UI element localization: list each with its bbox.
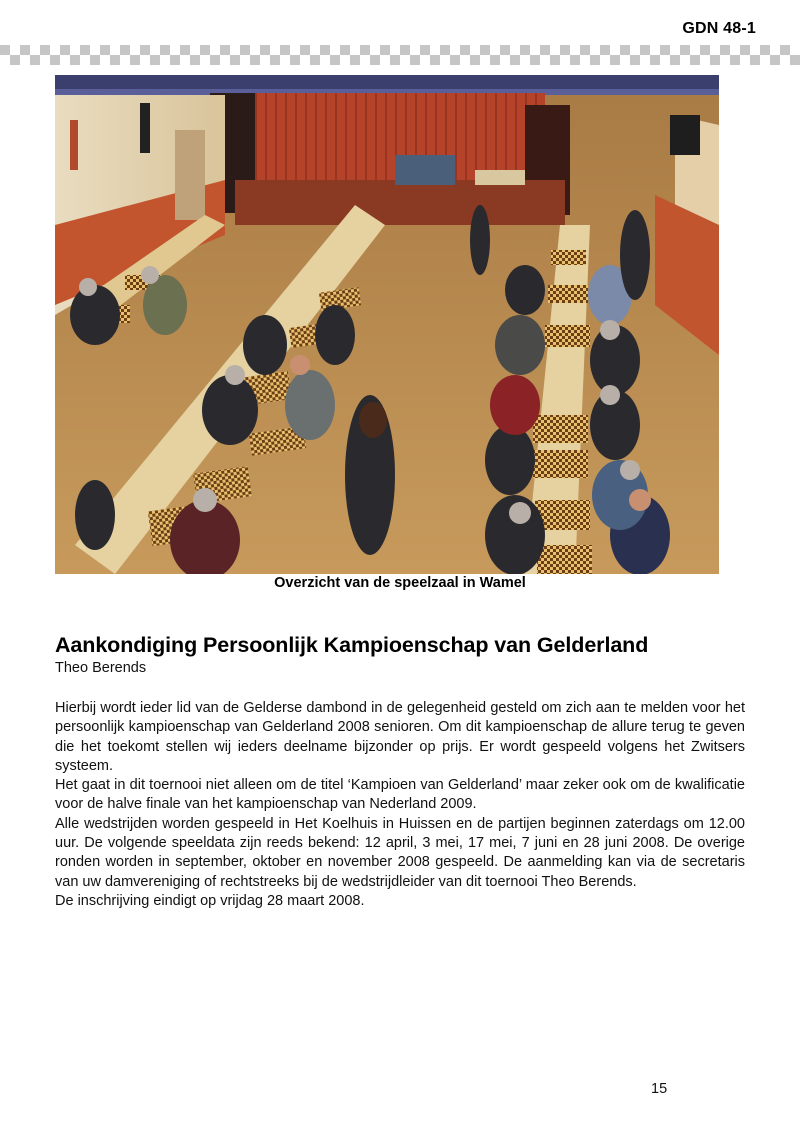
paragraph: De inschrijving eindigt op vrijdag 28 maart 2008.: [55, 892, 365, 909]
checkered-border-decoration: [0, 45, 800, 65]
article-body: [55, 699, 745, 911]
issue-label: GDN 48-1: [682, 20, 756, 37]
page-number: 15: [651, 1081, 668, 1097]
paragraph: Alle wedstrijden worden gespeeld in Het Koelhuis in Huissen en de partijen beginnen zaterdags om 12.00 uur. De volgende speeldata zijn reeds bekend: 12 april, 3 mei, 17 mei, 7 juni en 28 juni 2008. De overige ronden worden in september, oktober en november 2008 gespeeld. De aanmelding kan via de secretaris van uw damvereniging of rechtstreeks bij de wedstrijdleider van dit toernooi Theo Berends.: [55, 815, 745, 890]
photo-caption: Overzicht van de speelzaal in Wamel: [274, 575, 526, 591]
tournament-hall-photo: [55, 75, 719, 574]
article-title: Aankondiging Persoonlijk Kampioenschap van Gelderland: [55, 633, 649, 657]
paragraph: Het gaat in dit toernooi niet alleen om de titel ‘Kampioen van Gelderland’ maar zeker ook om de kwalificatie voor de halve finale van het kampioenschap van Nederland 2009.: [55, 777, 745, 813]
article-author: Theo Berends: [55, 660, 147, 676]
paragraph: Hierbij wordt ieder lid van de Gelderse dambond in de gelegenheid gesteld om zich aan te melden voor het persoonlijk kampioenschap van Gelderland 2008 senioren. Om dit kampioenschap de allure terug te geven die het toekomt stellen wij ieders deelname bijzonder op prijs. Er wordt gespeeld volgens het Zwitsers systeem.: [55, 700, 745, 774]
